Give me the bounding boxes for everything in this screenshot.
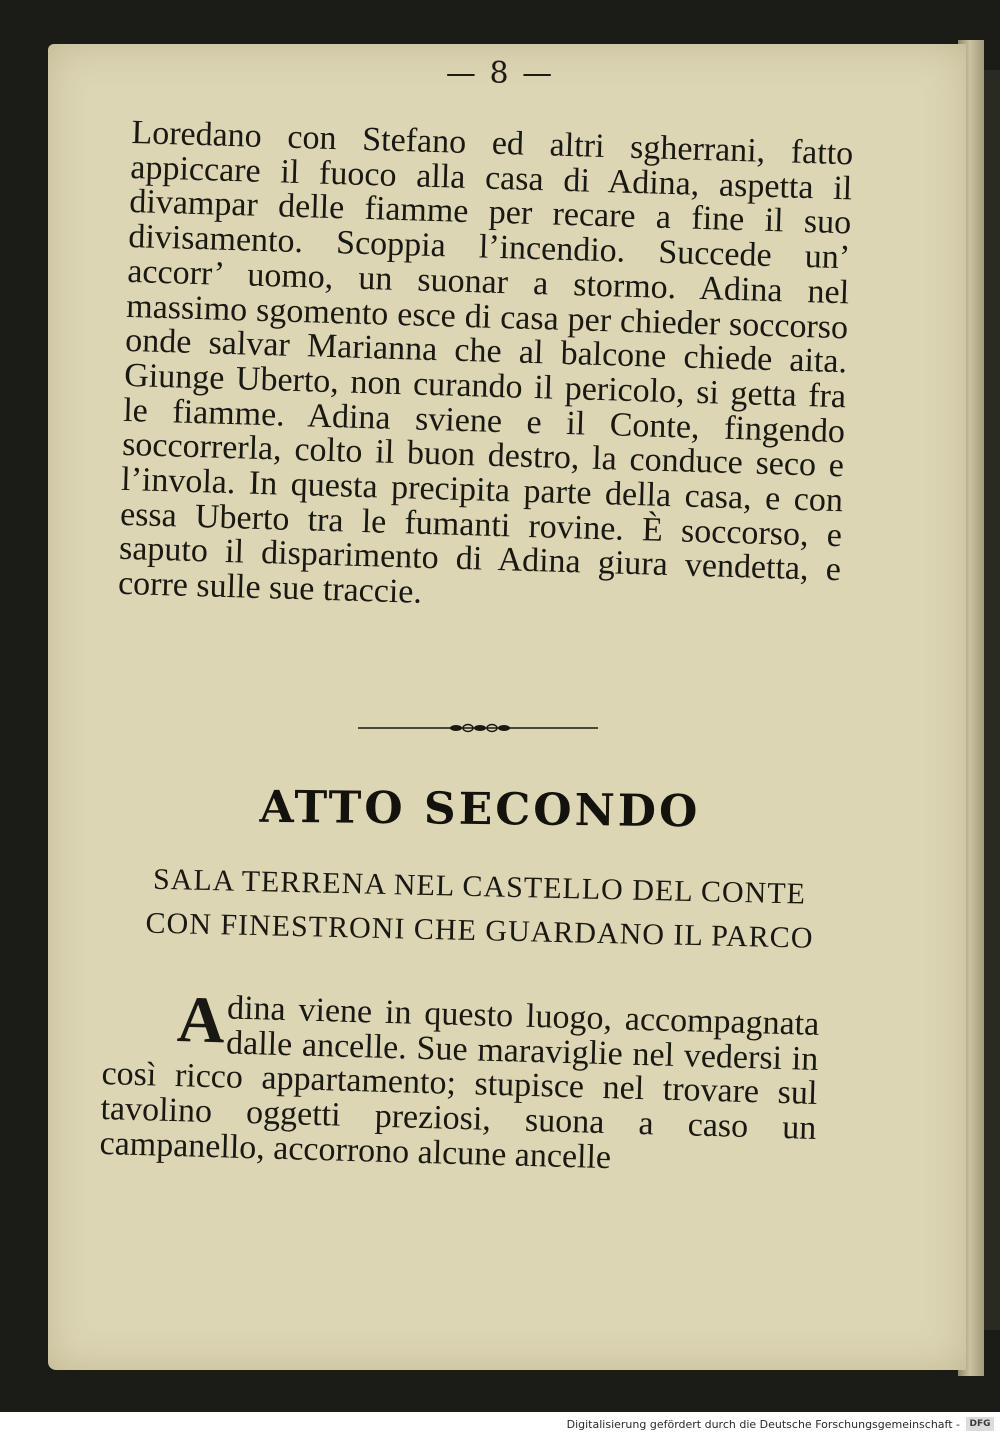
footer-credit: Digitalisierung gefördert durch die Deutsche Forschungsgemeinschaft - [566, 1418, 960, 1431]
drop-cap: A [176, 983, 226, 1058]
paragraph-2 [99, 983, 820, 1181]
scene-title-line-1: SALA TERRENA NEL CASTELLO DEL CONTE [152, 862, 807, 911]
next-page-edge [984, 70, 1000, 1330]
paragraph-1: Loredano con Stefano ed altri sgherrani, fatto appiccare il fuoco alla casa di Adina, aspetta il divampar delle fiamme per recare a fine il suo divisamento. Scoppia l’incendio. Succede un’ accorr’ uomo, un suonar a stormo. Adina nel massimo sgomento esce di casa per chieder soccorso onde salvar Marianna che al balcone chiede aita. Giunge Uberto, non curando il pericolo, si getta fra le fiamme. Adina sviene e il Conte, fingendo soccorrerla, colto il buon destro, la conduce seco e l’invola. In questa precipita parte della casa, e con essa Uberto tra le fumanti rovine. È soccorso, e saputo il disparimento di Adina giura vendetta, e corre sulle sue traccie. [117, 114, 854, 611]
page-number: — 8 — [445, 56, 555, 91]
scene-title-line-2: CON FINESTRONI CHE GUARDANO IL PARCO [145, 906, 814, 955]
act-title: ATTO SECONDO [259, 781, 701, 838]
digitization-footer [0, 1412, 1000, 1437]
dfg-logo: DFG [966, 1417, 994, 1431]
ornamental-divider [356, 722, 600, 734]
paragraph-2-text: dina viene in questo luogo, accompagnata dalle ancelle. Sue maraviglie nel vedersi in così ricco appartamento; stupisce nel trovare sul tavolino oggetti preziosi, suona a caso un campanello, accorrono alcune ancelle [99, 989, 820, 1177]
